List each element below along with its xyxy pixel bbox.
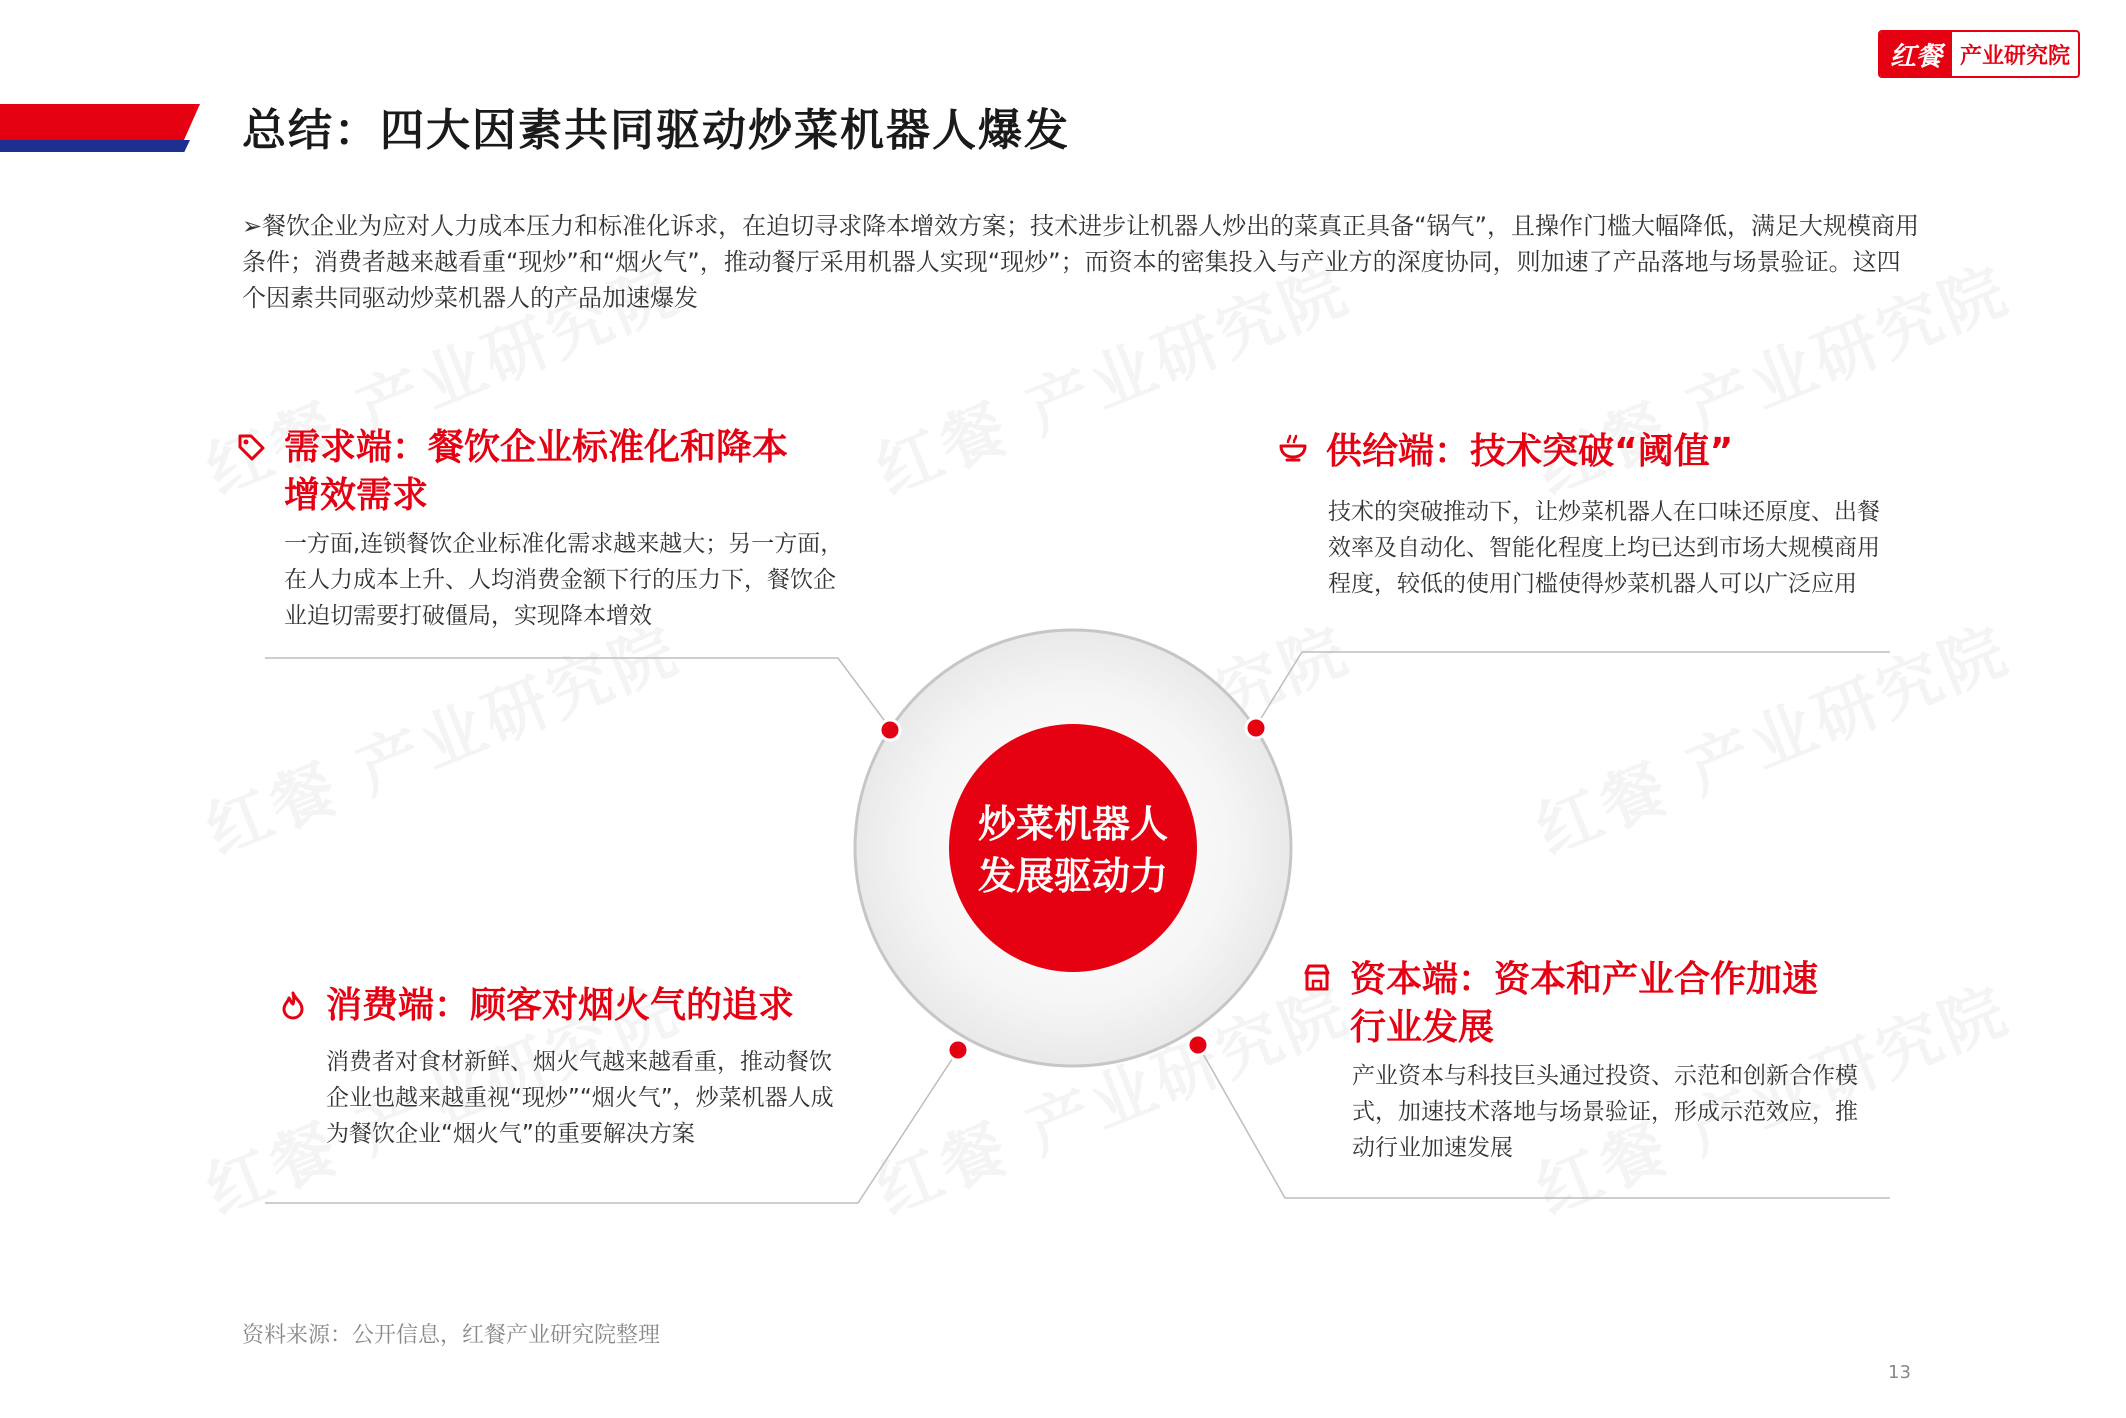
section-title-demand-line1: 需求端：餐饮企业标准化和降本 <box>284 427 789 468</box>
intro-paragraph: ➢餐饮企业为应对人力成本压力和标准化诉求，在迫切寻求降本增效方案；技术进步让机器人炒出的菜真正具备“锅气”，且操作门槛大幅降低，满足大规模商用条件；消费者越来越看重“现炒”和“烟火气”，推动餐厅采用机器人实现“现炒”；而资本的密集投入与产业方的深度协同，则加速了产品落地与场景验证。这四个因素共同驱动炒菜机器人的产品加速爆发 <box>242 212 1919 312</box>
center-label <box>953 798 1193 902</box>
section-title-supply: 供给端：技术突破“阈值” <box>1326 431 1734 472</box>
flame-icon <box>278 990 308 1020</box>
connector-dot-capital <box>1188 1035 1208 1055</box>
bowl-icon <box>1278 432 1308 462</box>
connector-dot-supply <box>1246 718 1266 738</box>
section-title-consumer: 消费端：顾客对烟火气的追求 <box>326 985 795 1026</box>
section-body-supply: 技术的突破推动下，让炒菜机器人在口味还原度、出餐效率及自动化、智能化程度上均已达到市场大规模商用程度，较低的使用门槛使得炒菜机器人可以广泛应用 <box>1328 499 1880 597</box>
center-label-line1: 炒菜机器人 <box>977 802 1168 846</box>
page-number: 13 <box>1888 1362 1911 1383</box>
section-title-demand <box>284 424 884 520</box>
section-title-capital-line2: 行业发展 <box>1350 1007 1495 1048</box>
connector-line-demand <box>265 658 890 728</box>
source-note: 资料来源：公开信息，红餐产业研究院整理 <box>242 1323 661 1348</box>
logo-text: 产业研究院 <box>1959 43 2070 69</box>
center-label-line2: 发展驱动力 <box>977 854 1168 898</box>
section-title-capital <box>1350 956 1910 1052</box>
connector-dot-consumer <box>948 1040 968 1060</box>
section-body-demand: 一方面,连锁餐饮企业标准化需求越来越大；另一方面，在人力成本上升、人均消费金额下行的压力下，餐饮企业迫切需要打破僵局，实现降本增效 <box>284 531 844 629</box>
store-icon <box>1302 962 1332 992</box>
page-title: 总结：四大因素共同驱动炒菜机器人爆发 <box>242 105 1070 156</box>
tag-icon <box>236 432 266 462</box>
section-body-capital: 产业资本与科技巨头通过投资、示范和创新合作模式，加速技术落地与场景验证，形成示范效应，推动行业加速发展 <box>1352 1063 1858 1161</box>
logo-mark: 红餐 <box>1880 32 1952 76</box>
section-title-demand-line2: 增效需求 <box>284 475 429 516</box>
connector-line-supply <box>1255 652 1890 728</box>
section-body-consumer: 消费者对食材新鲜、烟火气越来越看重，推动餐饮企业也越来越重视“现炒”“烟火气”，炒菜机器人成为餐饮企业“烟火气”的重要解决方案 <box>326 1049 834 1147</box>
connector-dot-demand <box>880 720 900 740</box>
section-title-capital-line1: 资本端：资本和产业合作加速 <box>1350 959 1819 1000</box>
